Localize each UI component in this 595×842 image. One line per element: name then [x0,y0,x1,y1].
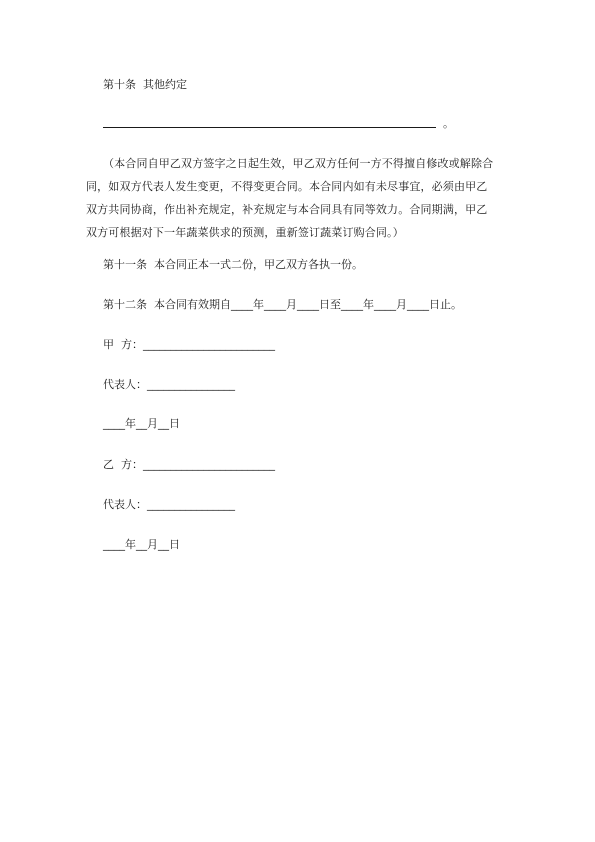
party-a-representative-line: 代表人：________________ [103,378,235,391]
party-a-date-line: ____年__月__日 [103,417,180,430]
article-10-heading: 第十条 其他约定 [103,78,187,91]
article-12-text: 第十二条 本合同有效期自____年____月____日至____年____月____日止。 [103,298,462,311]
article-10-note-paragraph: （本合同自甲乙双方签字之日起生效，甲乙双方任何一方不得擅自修改或解除合同，如双方代表人发生变更，不得变更合同。本合同内如有未尽事宜，必须由甲乙双方共同协商，作出补充规定，补充规定与本合同具有同等效力。合同期满，甲乙双方可根据对下一年蔬菜供求的预测，重新签订蔬菜订购合同。） [86,157,494,239]
party-a-signature-line: 甲 方：________________________ [103,338,275,351]
party-b-representative-line: 代表人：________________ [103,498,235,511]
article-11-text: 第十一条 本合同正本一式二份，甲乙双方各执一份。 [103,258,363,271]
party-b-date-line: ____年__月__日 [103,538,180,551]
party-b-signature-line: 乙 方：________________________ [103,458,275,471]
other-agreement-blank-line [103,127,436,128]
blank-line-period: 。 [443,117,454,130]
